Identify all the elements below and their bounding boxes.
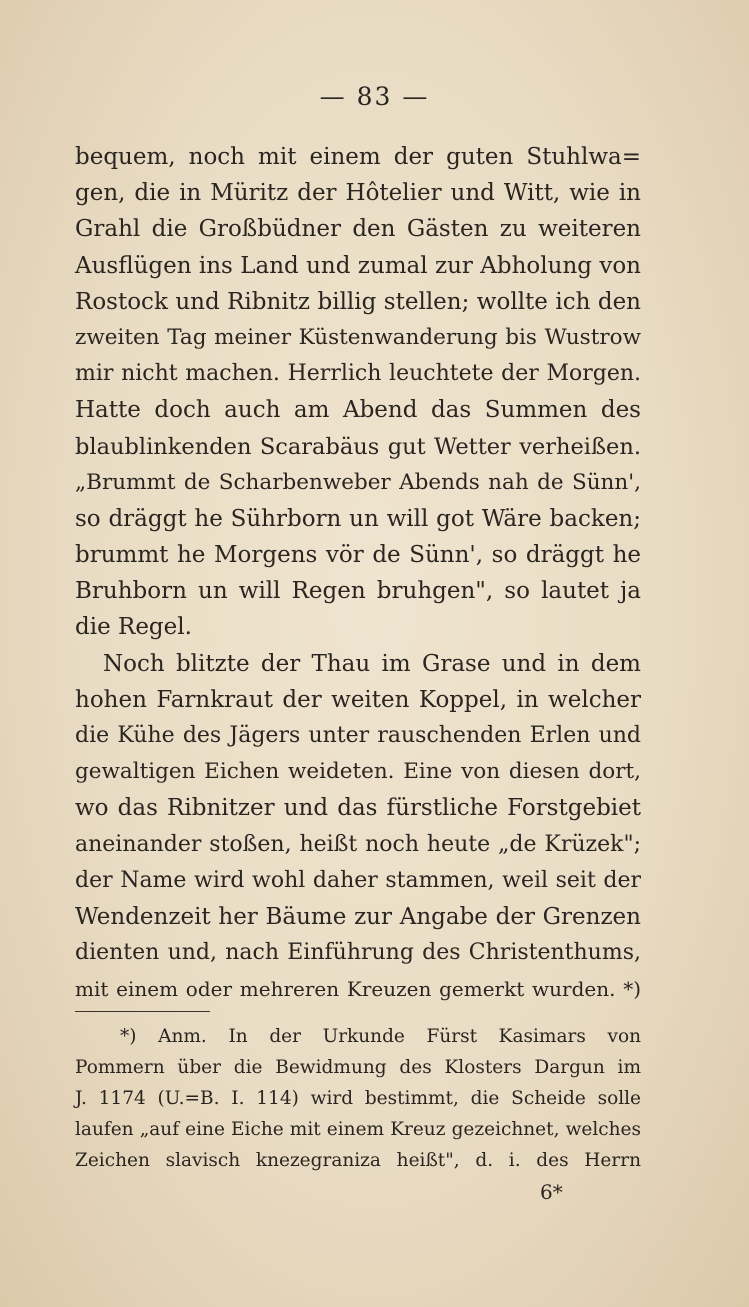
text-line: blaublinkenden Scarabäus gut Wetter verheißen. (75, 433, 641, 460)
page-number: — 83 — (319, 82, 430, 111)
footnote-line: Zeichen slavisch knezegraniza heißt", d. i. des Herrn (75, 1150, 641, 1171)
footnote (75, 1021, 641, 1176)
text-line: Ausflügen ins Land und zumal zur Abholung von (75, 252, 641, 279)
text-line: bequem, noch mit einem der guten Stuhlwa= (75, 144, 641, 170)
text-line: hohen Farnkraut der weiten Koppel, in welcher (75, 686, 641, 713)
footnote-line: J. 1174 (U.=B. I. 114) wird bestimmt, die Scheide solle (75, 1088, 641, 1109)
footnote-line: laufen „auf eine Eiche mit einem Kreuz gezeichnet, welches (75, 1119, 641, 1140)
text-line: Noch blitzte der Thau im Grase und in dem (103, 650, 641, 677)
footnote-line: *) Anm. In der Urkunde Fürst Kasimars von (120, 1026, 641, 1047)
text-line: die Kühe des Jägers unter rauschenden Erlen und (75, 723, 641, 748)
text-line: gen, die in Müritz der Hôtelier und Witt, wie in (75, 180, 641, 207)
text-line: Hatte doch auch am Abend das Summen des (75, 397, 641, 424)
footnote-line: Pommern über die Bewidmung des Klosters Dargun im (75, 1057, 641, 1078)
body-text (75, 139, 641, 1008)
text-line: Grahl die Großbüdner den Gästen zu weiteren (75, 216, 641, 243)
text-line: so dräggt he Sührborn un will got Wäre backen; (75, 505, 641, 532)
text-line: brummt he Morgens vör de Sünn', so dräggt he (75, 542, 641, 569)
text-line: die Regel. (75, 614, 192, 641)
footnote-divider (75, 1011, 210, 1012)
signature-mark: 6* (540, 1180, 563, 1204)
text-line: wo das Ribnitzer und das fürstliche Forstgebiet (75, 795, 641, 822)
text-line: Bruhborn un will Regen bruhgen", so lautet ja (75, 578, 641, 605)
text-line: der Name wird wohl daher stammen, weil seit der (75, 867, 641, 893)
text-line: aneinander stoßen, heißt noch heute „de Krüzek"; (75, 831, 641, 857)
text-line: „Brummt de Scharbenweber Abends nah de Sünn', (75, 469, 641, 495)
text-line: gewaltigen Eichen weideten. Eine von diesen dort, (75, 759, 641, 785)
text-line: dienten und, nach Einführung des Christenthums, (75, 940, 641, 966)
text-line: Rostock und Ribnitz billig stellen; wollte ich den (75, 288, 641, 315)
text-line: mit einem oder mehreren Kreuzen gemerkt wurden. *) (75, 977, 641, 1002)
text-line: zweiten Tag meiner Küstenwanderung bis Wustrow (75, 324, 641, 350)
text-line: Wendenzeit her Bäume zur Angabe der Grenzen (75, 903, 641, 930)
text-line: mir nicht machen. Herrlich leuchtete der Morgen. (75, 361, 641, 387)
